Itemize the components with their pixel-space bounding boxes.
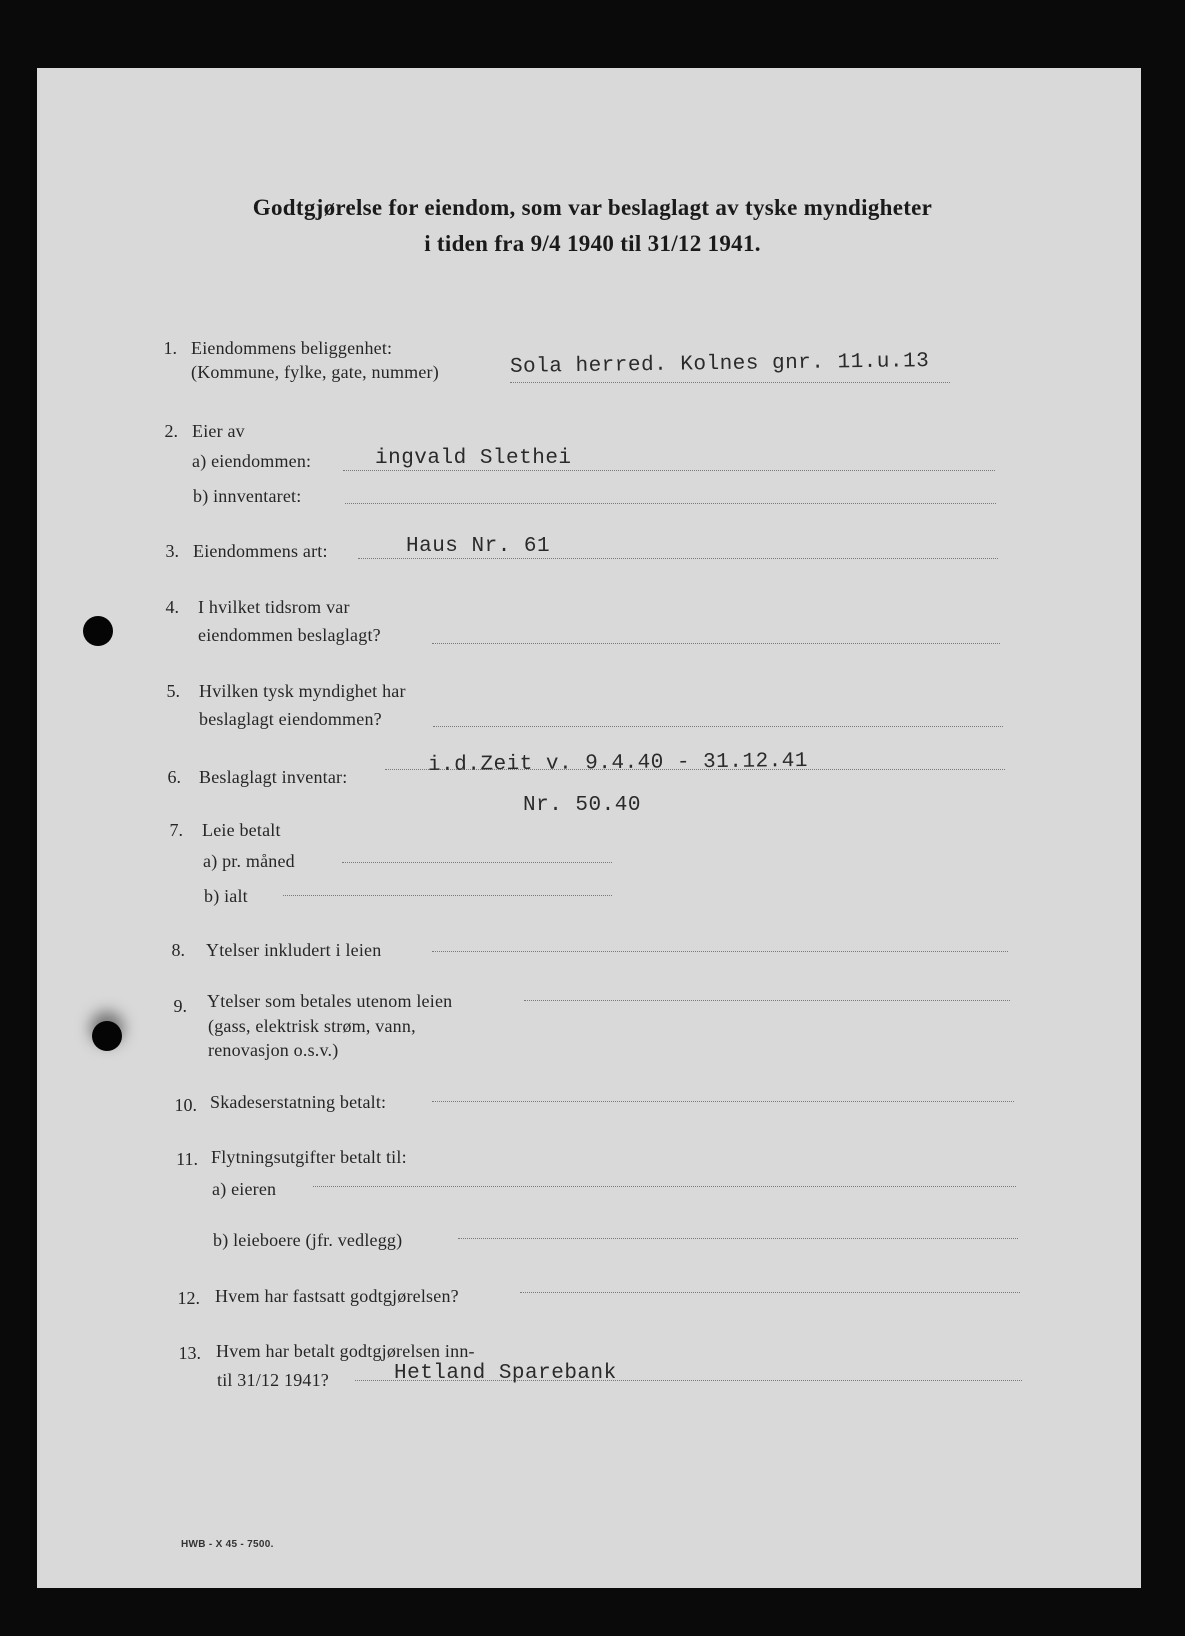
item-13-value: Hetland Sparebank — [394, 1362, 617, 1385]
item-6-value-2: Nr. 50.40 — [523, 794, 641, 817]
item-3-line — [358, 558, 998, 559]
item-10-label: Skadeserstatning betalt: — [210, 1092, 387, 1112]
item-6-value: i.d.Zeit v. 9.4.40 - 31.12.41 — [427, 750, 809, 777]
item-7b-line — [283, 895, 612, 896]
item-2b-label: b) innventaret: — [193, 486, 302, 506]
item-3-label: Eiendommens art: — [193, 541, 328, 561]
item-5-sublabel: beslaglagt eiendommen? — [199, 709, 382, 729]
item-3-number: 3. — [165, 541, 179, 561]
item-13-number: 13. — [178, 1343, 201, 1363]
item-11-label: Flytningsutgifter betalt til: — [211, 1147, 407, 1167]
item-1-line — [510, 382, 950, 383]
item-4-number: 4. — [165, 597, 179, 617]
item-2-number: 2. — [164, 421, 178, 441]
item-8-label: Ytelser inkludert i leien — [206, 940, 382, 960]
item-7a-label: a) pr. måned — [203, 851, 295, 871]
item-10-line — [432, 1101, 1014, 1102]
item-5-label: Hvilken tysk myndighet har — [199, 681, 406, 701]
item-2-label: Eier av — [192, 421, 245, 441]
item-8-number: 8. — [171, 940, 185, 960]
printer-code: HWB - X 45 - 7500. — [181, 1539, 274, 1550]
item-13-label: Hvem har betalt godtgjørelsen inn- — [216, 1341, 475, 1361]
item-9-sublabel-2: renovasjon o.s.v.) — [208, 1040, 339, 1060]
form-title-line1: Godtgjørelse for eiendom, som var beslaglagt av tyske myndigheter — [252, 195, 933, 220]
item-3-value: Haus Nr. 61 — [406, 535, 551, 558]
item-7-label: Leie betalt — [202, 820, 281, 840]
item-1-sublabel: (Kommune, fylke, gate, nummer) — [191, 362, 439, 382]
punch-hole-top — [83, 616, 113, 646]
item-7a-line — [342, 862, 612, 863]
item-12-line — [520, 1292, 1020, 1293]
item-2a-value: ingvald Slethei — [375, 447, 572, 470]
item-6-label: Beslaglagt inventar: — [199, 767, 348, 787]
item-12-label: Hvem har fastsatt godtgjørelsen? — [215, 1286, 459, 1306]
item-4-line — [432, 643, 1000, 644]
item-13-sublabel: til 31/12 1941? — [217, 1370, 329, 1390]
item-11b-label: b) leieboere (jfr. vedlegg) — [213, 1230, 403, 1250]
item-7-number: 7. — [169, 820, 183, 840]
item-11-number: 11. — [176, 1149, 198, 1169]
punch-hole-bottom — [92, 1021, 122, 1051]
item-11a-label: a) eieren — [212, 1179, 277, 1199]
item-9-number: 9. — [173, 996, 187, 1016]
item-11a-line — [313, 1186, 1016, 1187]
item-10-number: 10. — [174, 1095, 197, 1115]
item-2b-line — [345, 503, 996, 504]
item-4-sublabel: eiendommen beslaglagt? — [198, 625, 381, 645]
item-9-sublabel-1: (gass, elektrisk strøm, vann, — [208, 1016, 416, 1036]
item-5-number: 5. — [166, 681, 180, 701]
item-6-number: 6. — [167, 767, 181, 787]
item-1-value: Sola herred. Kolnes gnr. 11.u.13 — [509, 350, 930, 379]
item-12-number: 12. — [177, 1288, 200, 1308]
item-9-line — [524, 1000, 1010, 1001]
item-1-number: 1. — [163, 338, 177, 358]
item-1-label: Eiendommens beliggenhet: — [191, 338, 393, 358]
item-2a-line — [343, 470, 995, 471]
item-7b-label: b) ialt — [204, 886, 248, 906]
form-title-line2: i tiden fra 9/4 1940 til 31/12 1941. — [424, 231, 761, 256]
item-4-label: I hvilket tidsrom var — [198, 597, 350, 617]
item-2a-label: a) eiendommen: — [192, 451, 312, 471]
item-8-line — [432, 951, 1008, 952]
item-5-line — [433, 726, 1003, 727]
item-11b-line — [458, 1238, 1018, 1239]
item-9-label: Ytelser som betales utenom leien — [207, 991, 453, 1011]
